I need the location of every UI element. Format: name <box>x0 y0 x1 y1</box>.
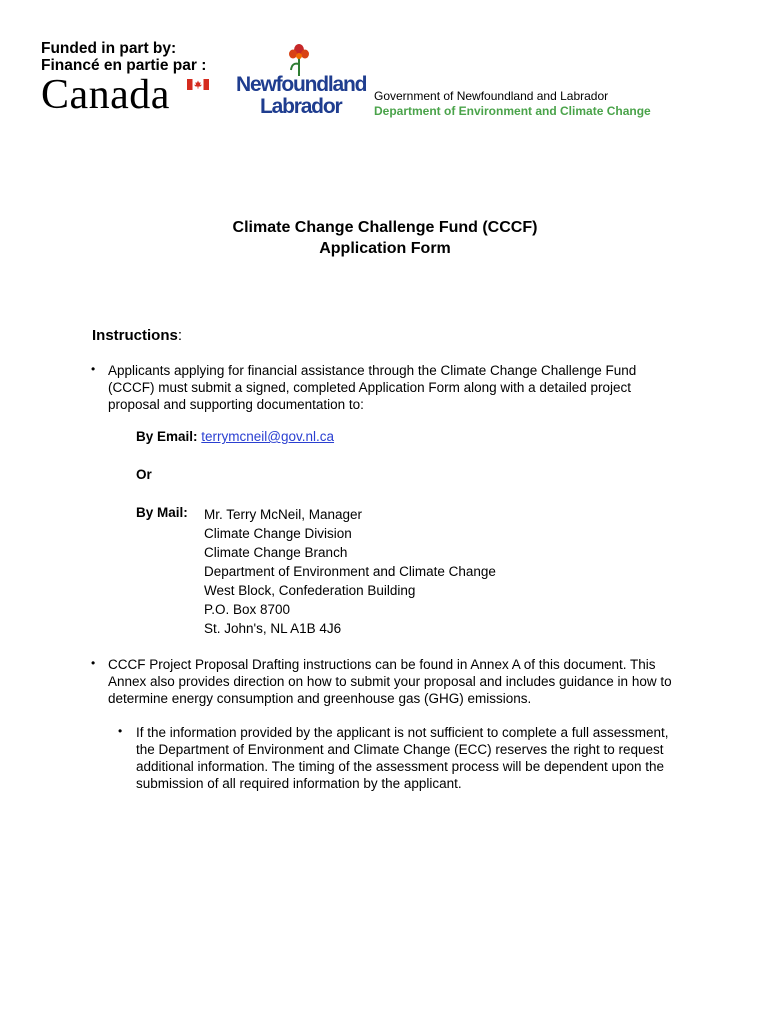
address-line: Climate Change Division <box>204 526 352 541</box>
nl-logo-newfoundland: Newfoundland <box>236 73 367 96</box>
email-link[interactable]: terrymcneil@gov.nl.ca <box>201 429 335 444</box>
address-line: Department of Environment and Climate Change <box>204 564 496 579</box>
address-line: West Block, Confederation Building <box>204 583 416 598</box>
or-label: Or <box>136 467 152 482</box>
canada-wordmark: Canada <box>41 72 170 118</box>
address-line: P.O. Box 8700 <box>204 602 291 617</box>
email-line <box>136 429 334 444</box>
funded-line-fr: Financé en partie par : <box>41 57 207 74</box>
address-line: Climate Change Branch <box>204 545 348 560</box>
funded-line-en: Funded in part by: <box>41 40 177 57</box>
bullet-icon: • <box>118 724 123 738</box>
instruction-bullet-assessment: If the information provided by the applicant is not sufficient to complete a full assessment, the Department of Environment and Climate Change (ECC) reserves the right to request additional information. The timing of the assessment process will be dependent upon the submission of all required information by the applicant. <box>136 725 669 791</box>
government-name: Government of Newfoundland and Labrador <box>374 89 609 103</box>
address-line: Mr. Terry McNeil, Manager <box>204 507 363 522</box>
instructions-heading-colon: : <box>177 327 183 344</box>
canada-flag-icon <box>187 79 209 90</box>
nl-government-logo <box>236 42 367 122</box>
mail-label: By Mail: <box>136 505 188 520</box>
instruction-bullet-annex: CCCF Project Proposal Drafting instructions can be found in Annex A of this document. This Annex also provides direction on how to submit your proposal and includes guidance in how to determine energy consumption and greenhouse gas (GHG) emissions. <box>108 657 672 706</box>
department-name: Department of Environment and Climate Change <box>374 104 651 118</box>
bullet-icon: • <box>91 362 96 376</box>
form-subtitle: Application Form <box>319 240 451 257</box>
form-title: Climate Change Challenge Fund (CCCF) <box>232 219 538 236</box>
instruction-bullet-submit: Applicants applying for financial assistance through the Climate Change Challenge Fund (CCCF) must submit a signed, completed Application Form along with a detailed project proposal and supporting documentation to: <box>108 363 637 412</box>
funded-by-text <box>41 40 206 74</box>
instructions-heading <box>92 327 182 344</box>
email-label: By Email: <box>136 429 198 444</box>
address-line: St. John's, NL A1B 4J6 <box>204 621 342 636</box>
nl-logo-labrador: Labrador <box>260 95 342 118</box>
bullet-icon: • <box>91 656 96 670</box>
mailing-address <box>204 505 496 638</box>
instructions-heading-text: Instructions <box>92 327 178 344</box>
pitcher-plant-icon <box>286 42 312 76</box>
